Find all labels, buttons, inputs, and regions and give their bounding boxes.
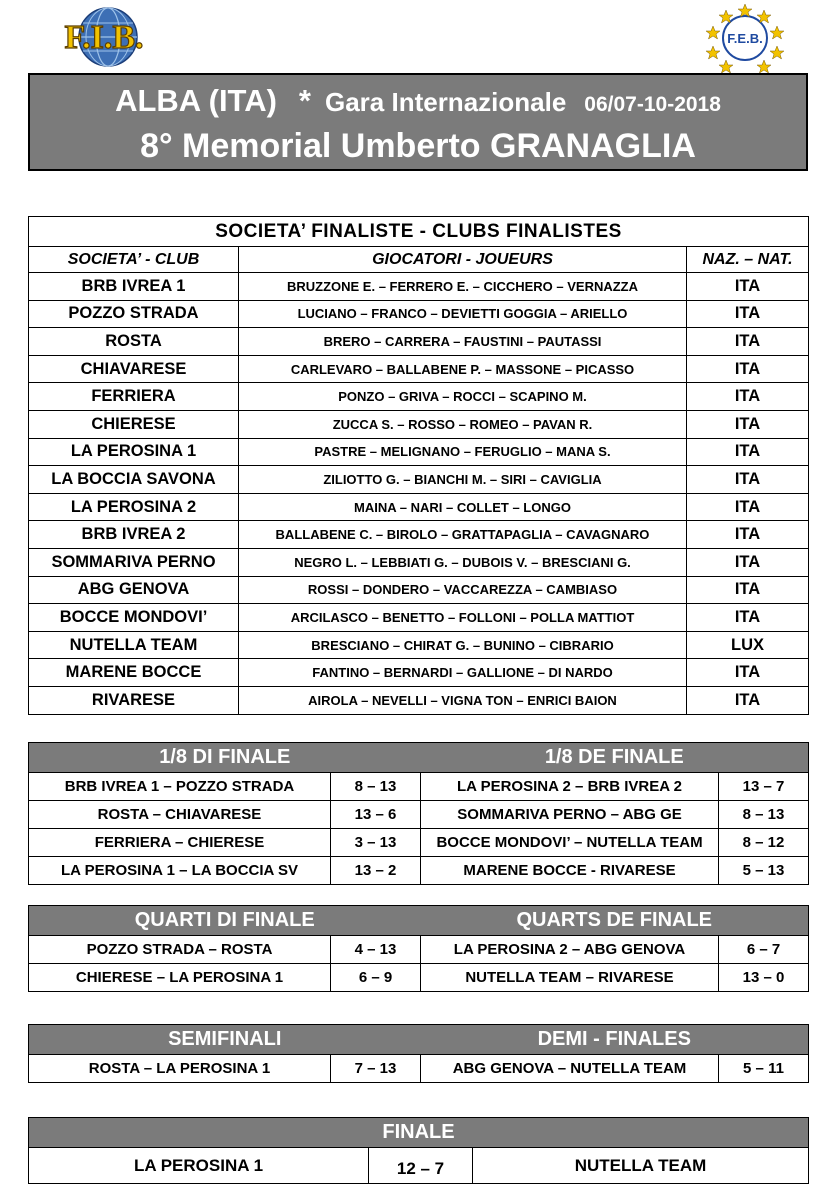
match-row [29,829,809,857]
star-ring-icon [700,2,790,74]
match-row [29,936,809,964]
match-row [29,773,809,801]
score-left: 8 – 13 [331,773,421,801]
match-row [29,964,809,992]
club-name: RIVARESE [29,686,239,714]
club-row [29,576,809,604]
final-table [28,1117,809,1184]
score-left: 4 – 13 [331,936,421,964]
club-row [29,604,809,632]
event-header [28,73,808,171]
club-row [29,631,809,659]
fib-logo-text: F.I.B. [64,19,144,56]
match-right: LA PEROSINA 2 – ABG GENOVA [421,936,719,964]
event-location: ALBA (ITA) [115,83,277,118]
club-nationality: ITA [687,604,809,632]
club-name: ABG GENOVA [29,576,239,604]
club-row [29,328,809,356]
round-of-16-title-it: 1/8 DI FINALE [29,743,421,773]
clubs-table-title: SOCIETA’ FINALISTE - CLUBS FINALISTES [29,217,809,247]
match-left: BRB IVREA 1 – POZZO STRADA [29,773,331,801]
club-players: ZILIOTTO G. – BIANCHI M. – SIRI – CAVIGLIA [239,466,687,494]
club-row [29,410,809,438]
event-type: Gara Internazionale [324,87,567,117]
club-players: PONZO – GRIVA – ROCCI – SCAPINO M. [239,383,687,411]
club-players: MAINA – NARI – COLLET – LONGO [239,493,687,521]
semi-finals-title-it: SEMIFINALI [29,1025,421,1055]
score-right: 5 – 11 [719,1055,809,1083]
semi-finals-header [29,1025,809,1055]
column-header-players: GIOCATORI - JOUEURS [239,247,687,273]
club-row [29,466,809,494]
club-nationality: ITA [687,355,809,383]
club-row [29,686,809,714]
semi-finals-title-fr: DEMI - FINALES [421,1025,809,1055]
quarter-finals-title-it: QUARTI DI FINALE [29,906,421,936]
score-right: 13 – 0 [719,964,809,992]
match-right: MARENE BOCCE - RIVARESE [421,857,719,885]
club-players: PASTRE – MELIGNANO – FERUGLIO – MANA S. [239,438,687,466]
match-row [29,801,809,829]
club-name: MARENE BOCCE [29,659,239,687]
score-left: 3 – 13 [331,829,421,857]
club-nationality: ITA [687,300,809,328]
round-of-16-table [28,742,809,885]
club-name: FERRIERA [29,383,239,411]
match-row [29,857,809,885]
fib-logo [28,6,178,68]
match-right: LA PEROSINA 2 – BRB IVREA 2 [421,773,719,801]
club-nationality: ITA [687,493,809,521]
quarter-finals-header [29,906,809,936]
match-right: SOMMARIVA PERNO – ABG GE [421,801,719,829]
club-row [29,548,809,576]
club-nationality: ITA [687,521,809,549]
round-of-16-title-fr: 1/8 DE FINALE [421,743,809,773]
final-team-a: LA PEROSINA 1 [29,1148,369,1184]
match-left: FERRIERA – CHIERESE [29,829,331,857]
quarter-finals-title-fr: QUARTS DE FINALE [421,906,809,936]
club-name: ROSTA [29,328,239,356]
feb-logo [700,2,790,74]
club-row [29,521,809,549]
club-name: BOCCE MONDOVI’ [29,604,239,632]
club-nationality: ITA [687,576,809,604]
final-match-row [29,1148,809,1184]
club-players: LUCIANO – FRANCO – DEVIETTI GOGGIA – ARIELLO [239,300,687,328]
club-name: SOMMARIVA PERNO [29,548,239,576]
club-nationality: ITA [687,273,809,301]
score-left: 7 – 13 [331,1055,421,1083]
match-right: BOCCE MONDOVI’ – NUTELLA TEAM [421,829,719,857]
match-left: LA PEROSINA 1 – LA BOCCIA SV [29,857,331,885]
match-right: NUTELLA TEAM – RIVARESE [421,964,719,992]
club-row [29,383,809,411]
match-left: ROSTA – CHIAVARESE [29,801,331,829]
club-players: FANTINO – BERNARDI – GALLIONE – DI NARDO [239,659,687,687]
club-nationality: ITA [687,410,809,438]
match-left: CHIERESE – LA PEROSINA 1 [29,964,331,992]
club-nationality: ITA [687,466,809,494]
club-players: ROSSI – DONDERO – VACCAREZZA – CAMBIASO [239,576,687,604]
club-name: BRB IVREA 2 [29,521,239,549]
club-players: BALLABENE C. – BIROLO – GRATTAPAGLIA – CAVAGNARO [239,521,687,549]
club-name: LA PEROSINA 2 [29,493,239,521]
club-players: BRUZZONE E. – FERRERO E. – CICCHERO – VERNAZZA [239,273,687,301]
match-right: ABG GENOVA – NUTELLA TEAM [421,1055,719,1083]
club-players: NEGRO L. – LEBBIATI G. – DUBOIS V. – BRESCIANI G. [239,548,687,576]
event-date: 06/07-10-2018 [584,93,721,116]
score-left: 6 – 9 [331,964,421,992]
quarter-finals-table [28,905,809,992]
globe-icon [28,6,178,68]
club-players: ARCILASCO – BENETTO – FOLLONI – POLLA MATTIOT [239,604,687,632]
score-right: 8 – 12 [719,829,809,857]
round-of-16-header [29,743,809,773]
column-header-club: SOCIETA’ - CLUB [29,247,239,273]
event-separator: * [298,83,311,118]
club-nationality: ITA [687,686,809,714]
club-name: POZZO STRADA [29,300,239,328]
score-left: 13 – 6 [331,801,421,829]
event-header-line1 [30,83,806,119]
event-title: 8° Memorial Umberto GRANAGLIA [140,127,696,165]
club-nationality: LUX [687,631,809,659]
club-name: BRB IVREA 1 [29,273,239,301]
club-row [29,300,809,328]
club-name: NUTELLA TEAM [29,631,239,659]
club-players: ZUCCA S. – ROSSO – ROMEO – PAVAN R. [239,410,687,438]
clubs-table-header-row [29,247,809,273]
match-row [29,1055,809,1083]
club-row [29,493,809,521]
score-right: 8 – 13 [719,801,809,829]
club-name: LA BOCCIA SAVONA [29,466,239,494]
club-nationality: ITA [687,659,809,687]
club-row [29,273,809,301]
match-left: ROSTA – LA PEROSINA 1 [29,1055,331,1083]
score-right: 13 – 7 [719,773,809,801]
club-row [29,355,809,383]
club-name: LA PEROSINA 1 [29,438,239,466]
final-score: 12 – 7 [369,1148,473,1184]
club-nationality: ITA [687,383,809,411]
club-players: AIROLA – NEVELLI – VIGNA TON – ENRICI BAION [239,686,687,714]
club-players: BRESCIANO – CHIRAT G. – BUNINO – CIBRARIO [239,631,687,659]
club-nationality: ITA [687,438,809,466]
score-left: 13 – 2 [331,857,421,885]
score-right: 6 – 7 [719,936,809,964]
club-nationality: ITA [687,328,809,356]
club-players: BRERO – CARRERA – FAUSTINI – PAUTASSI [239,328,687,356]
clubs-table-title-row [29,217,809,247]
match-left: POZZO STRADA – ROSTA [29,936,331,964]
club-name: CHIERESE [29,410,239,438]
club-row [29,438,809,466]
finalist-clubs-table [28,216,809,715]
semi-finals-table [28,1024,809,1083]
club-players: CARLEVARO – BALLABENE P. – MASSONE – PICASSO [239,355,687,383]
score-right: 5 – 13 [719,857,809,885]
club-row [29,659,809,687]
final-team-b: NUTELLA TEAM [473,1148,809,1184]
final-title: FINALE [29,1118,809,1148]
final-header [29,1118,809,1148]
column-header-nationality: NAZ. – NAT. [687,247,809,273]
feb-logo-text: F.E.B. [727,31,763,46]
club-name: CHIAVARESE [29,355,239,383]
club-nationality: ITA [687,548,809,576]
